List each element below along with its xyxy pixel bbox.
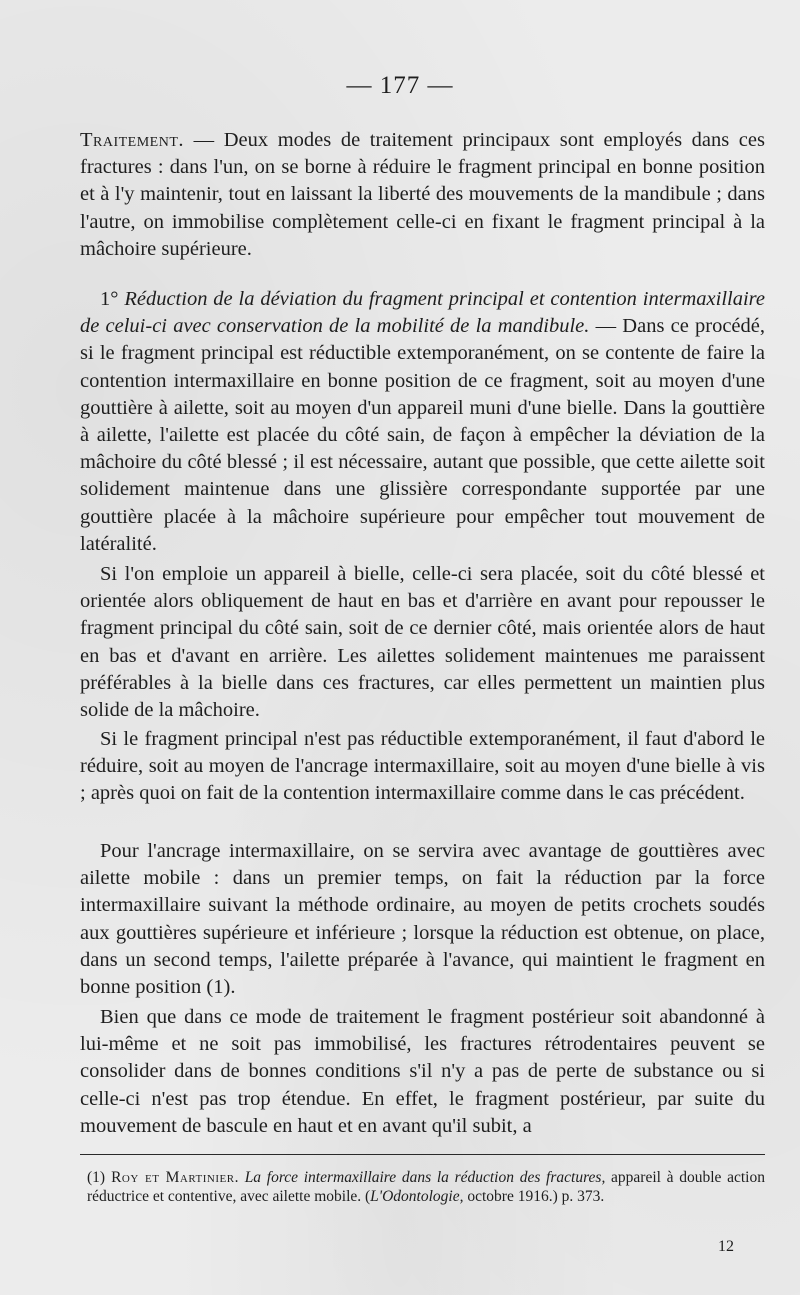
paragraph-text: Si le fragment principal n'est pas réductible extemporanément, il faut d'abord le réduire, soit au moyen de l'ancrage intermaxillaire, soit au moyen d'une bielle à vis ; après quoi on fait de la contention intermaxillaire comme dans le cas précédent.: [80, 728, 765, 805]
signature-mark: 12: [718, 1238, 734, 1255]
paragraph-reduction-text: [80, 286, 765, 558]
section-heading-reduction: Réduction de la déviation du fragment principal et contention intermaxillaire de celui-ci avec conservation de la mobilité de la mandibule.: [80, 288, 766, 338]
reduction-body: — Dans ce procédé, si le fragment principal est réductible extemporanément, on se contente de faire la contention intermaxillaire en bonne position de ce fragment, soit au moyen d'une gouttière à ailette, soit au moyen d'un appareil muni d'une bielle. Dans la gouttière à ailette, l'ailette est placée du côté sain, de façon à empêcher la déviation de la mâchoire du côté blessé ; il est nécessaire, autant que possible, que cette ailette soit solidement maintenue dans une glissière correspondante supportée par une gouttière placée à la mâchoire supérieure pour empêcher tout mouvement de latéralité.: [80, 315, 765, 555]
paragraph-text: Bien que dans ce mode de traitement le fragment postérieur soit abandonné à lui-même et ne soit pas immobilisé, les fractures rétrodentaires peuvent se consolider dans de bonnes conditions s'il n'y a pas de perte de substance ou si celle-ci n'est pas trop étendue. En effet, le fragment postérieur, par suite du mouvement de bascule en haut et en avant qu'il subit, a: [80, 1006, 765, 1137]
paragraph-traitement-text: [80, 127, 765, 263]
paragraph-traitement: [80, 127, 765, 263]
footnote-marker: (1): [87, 1169, 106, 1186]
paragraph-fragment-posterieur: [80, 1004, 765, 1140]
footnote-title: La force intermaxillaire dans la réduction des fractures,: [244, 1169, 606, 1186]
page-number: — 177 —: [346, 72, 454, 99]
footnote-divider: [80, 1154, 765, 1155]
paragraph-text: Pour l'ancrage intermaxillaire, on se servira avec avantage de gouttières avec ailette mobile : dans un premier temps, on fait la réduction par la force intermaxillaire suivant la méthode ordinaire, au moyen de petits crochets soudés aux gouttières supérieure et inférieure ; lorsque la réduction est obtenue, on place, dans un second temps, l'ailette préparée à l'avance, qui maintient le fragment en bonne position (1).: [80, 840, 765, 999]
paragraph-reduction: [80, 286, 765, 558]
footnote-authors: Roy et Martinier.: [111, 1169, 239, 1186]
footnote: [87, 1168, 765, 1206]
section-number: 1°: [100, 288, 119, 310]
paragraph-ancrage: [80, 838, 765, 1001]
paragraph-non-reductible: [80, 726, 765, 808]
footnote-rest: appareil à double action réductrice et contentive, avec ailette mobile. (: [87, 1169, 765, 1205]
footnote-end: octobre 1916.) p. 373.: [463, 1188, 605, 1205]
section-heading-traitement: Traitement.: [80, 129, 185, 151]
paragraph-bielle: [80, 561, 765, 724]
traitement-body: — Deux modes de traitement principaux sont employés dans ces fractures : dans l'un, on se borne à réduire le fragment principal en bonne position et à l'y maintenir, tout en laissant la liberté des mouvements de la mandibule ; dans l'autre, on immobilise complètement celle-ci en fixant le fragment principal à la mâchoire supérieure.: [80, 129, 765, 260]
paragraph-text: Si l'on emploie un appareil à bielle, celle-ci sera placée, soit du côté blessé et orientée alors obliquement de haut en bas et d'arrière en avant pour repousser le fragment principal du côté sain, soit de ce dernier côté, mais orientée alors de haut en bas et d'avant en arrière. Les ailettes solidement maintenues me paraissent préférables à la bielle dans ces fractures, car elles permettent un maintien plus solide de la mâchoire.: [80, 563, 765, 722]
footnote-journal: L'Odontologie,: [370, 1188, 464, 1205]
